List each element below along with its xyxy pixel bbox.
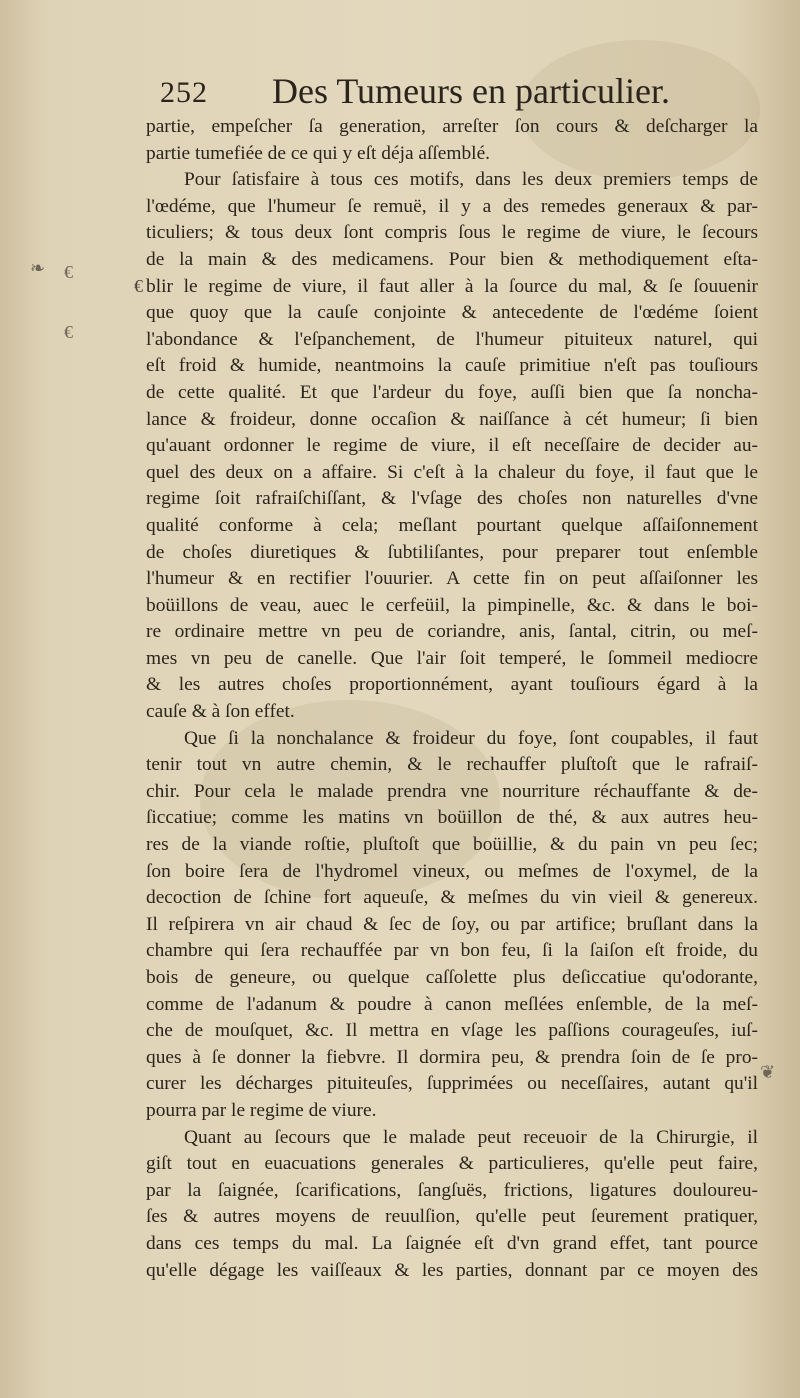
text-line: Il reſpirera vn air chaud & ſec de ſoy, ou par artifice; bruſlant dans la (146, 913, 758, 935)
text-line: ſes & autres moyens de reuulſion, qu'elle peut ſeurement pratiquer, (146, 1206, 758, 1228)
text-line: qu'elle dégage les vaiſſeaux & les parties, donnant par ce moyen des (146, 1259, 758, 1281)
text-line: l'œdéme, que l'humeur ſe remuë, il y a des remedes generaux & par- (146, 195, 758, 217)
text-line: pourra par le regime de viure. (146, 1099, 377, 1121)
text-line: qualité conforme à cela; meſlant pourtant quelque aſſaiſonnement (146, 514, 758, 536)
body-text (146, 114, 758, 1284)
text-line: dans ces temps du mal. La ſaignée eſt d'vn grand effet, tant pource (146, 1232, 758, 1254)
text-line: l'humeur & en rectifier l'ouurier. A cette fin on peut aſſaiſonner les (146, 568, 758, 590)
text-line: que quoy que la cauſe conjointe & antecedente de l'œdéme ſoient (146, 302, 758, 324)
text-line: & les autres choſes proportionnément, ayant touſiours égard à la (146, 674, 758, 696)
text-line: comme de l'adanum & poudre à canon meſlées enſemble, de la meſ- (146, 993, 758, 1015)
text-line: giſt tout en euacuations generales & particulieres, qu'elle peut faire, (146, 1153, 758, 1175)
text-line: de cette qualité. Et que l'ardeur du foye, auſſi bien que ſa noncha- (146, 381, 758, 403)
text-line: boüillons de veau, auec le cerfeüil, la pimpinelle, &c. & dans le boi- (146, 594, 758, 616)
text-line: blir le regime de viure, il faut aller à la ſource du mal, & ſe ſouuenir (146, 275, 758, 297)
running-title: Des Tumeurs en particulier. (272, 71, 670, 111)
margin-ornament: ❧ (30, 258, 46, 278)
text-line: quel des deux on a affaire. Si c'eſt à la chaleur du foye, il faut que le (146, 461, 758, 483)
text-line: partie, empeſcher ſa generation, arreſter ſon cours & deſcharger la (146, 116, 758, 137)
margin-ornament: € (134, 276, 143, 296)
paragraph-first-line: Que ſi la nonchalance & froideur du foye, ſont coupables, il faut (184, 727, 758, 749)
text-line: res de la viande roſtie, pluſtoſt que boüillie, & du pain vn peu ſec; (146, 834, 758, 856)
text-line: bois de geneure, ou quelque caſſolette plus deſiccatiue qu'odorante, (146, 967, 758, 988)
text-line: eſt froid & humide, neantmoins la cauſe primitiue n'eſt pas touſiours (146, 355, 758, 377)
page-header (160, 70, 720, 118)
paragraph-first-line: Pour ſatisfaire à tous ces motifs, dans les deux premiers temps de (184, 169, 758, 191)
text-line: ques à ſe donner la fiebvre. Il dormira peu, & prendra ſoin de ſe pro- (146, 1046, 758, 1068)
margin-ornament: ❦ (760, 1062, 776, 1082)
text-line: l'abondance & l'eſpanchement, de l'humeur pituiteux naturel, qui (146, 328, 758, 350)
text-line: re ordinaire mettre vn peu de coriandre, anis, ſantal, citrin, ou meſ- (146, 621, 758, 643)
page-number: 252 (160, 76, 208, 109)
margin-ornament: € (64, 322, 73, 342)
text-line: chir. Pour cela le malade prendra vne nourriture réchauffante & de- (146, 780, 758, 802)
text-line: che de mouſquet, &c. Il mettra en vſage les paſſions courageuſes, iuſ- (146, 1020, 758, 1042)
text-line: par la ſaignée, ſcarifications, ſangſuës, frictions, ligatures douloureu- (146, 1179, 758, 1201)
text-line: ſiccatiue; comme les matins vn boüillon de thé, & aux autres heu- (146, 807, 758, 829)
text-line: cauſe & à ſon effet. (146, 701, 295, 723)
margin-ornament: € (64, 262, 73, 282)
text-line: partie tumefiée de ce qui y eſt déja aſſemblé. (146, 142, 491, 164)
text-line: qu'auant ordonner le regime de viure, il eſt neceſſaire de decider au- (146, 435, 758, 457)
text-line: ſon boire ſera de l'hydromel vineux, ou meſmes de l'oxymel, de la (146, 860, 758, 882)
text-line: de choſes diuretiques & ſubtiliſantes, pour preparer tout enſemble (146, 541, 758, 563)
text-line: de la main & des medicamens. Pour bien & methodiquement eſta- (146, 248, 758, 270)
text-line: decoction de ſchine fort aqueuſe, & meſmes du vin vieil & genereux. (146, 887, 758, 909)
text-line: tenir tout vn autre chemin, & le rechauffer pluſtoſt que le rafraiſ- (146, 754, 758, 776)
text-line: regime ſoit rafraiſchiſſant, & l'vſage des choſes non naturelles d'vne (146, 488, 758, 510)
text-line: chambre qui ſera rechauffée par vn bon feu, ſi la ſaiſon eſt froide, du (146, 940, 758, 962)
text-line: curer les décharges pituiteuſes, ſupprimées ou neceſſaires, autant qu'il (146, 1073, 758, 1095)
text-line: mes vn peu de canelle. Que l'air ſoit temperé, le ſommeil mediocre (146, 647, 758, 669)
text-line: ticuliers; & tous deux ſont compris ſous le regime de viure, le ſecours (146, 222, 758, 244)
paragraph-first-line: Quant au ſecours que le malade peut receuoir de la Chirurgie, il (184, 1126, 758, 1148)
text-line: lance & froideur, donne occaſion & naiſſance à cét humeur; ſi bien (146, 408, 758, 430)
